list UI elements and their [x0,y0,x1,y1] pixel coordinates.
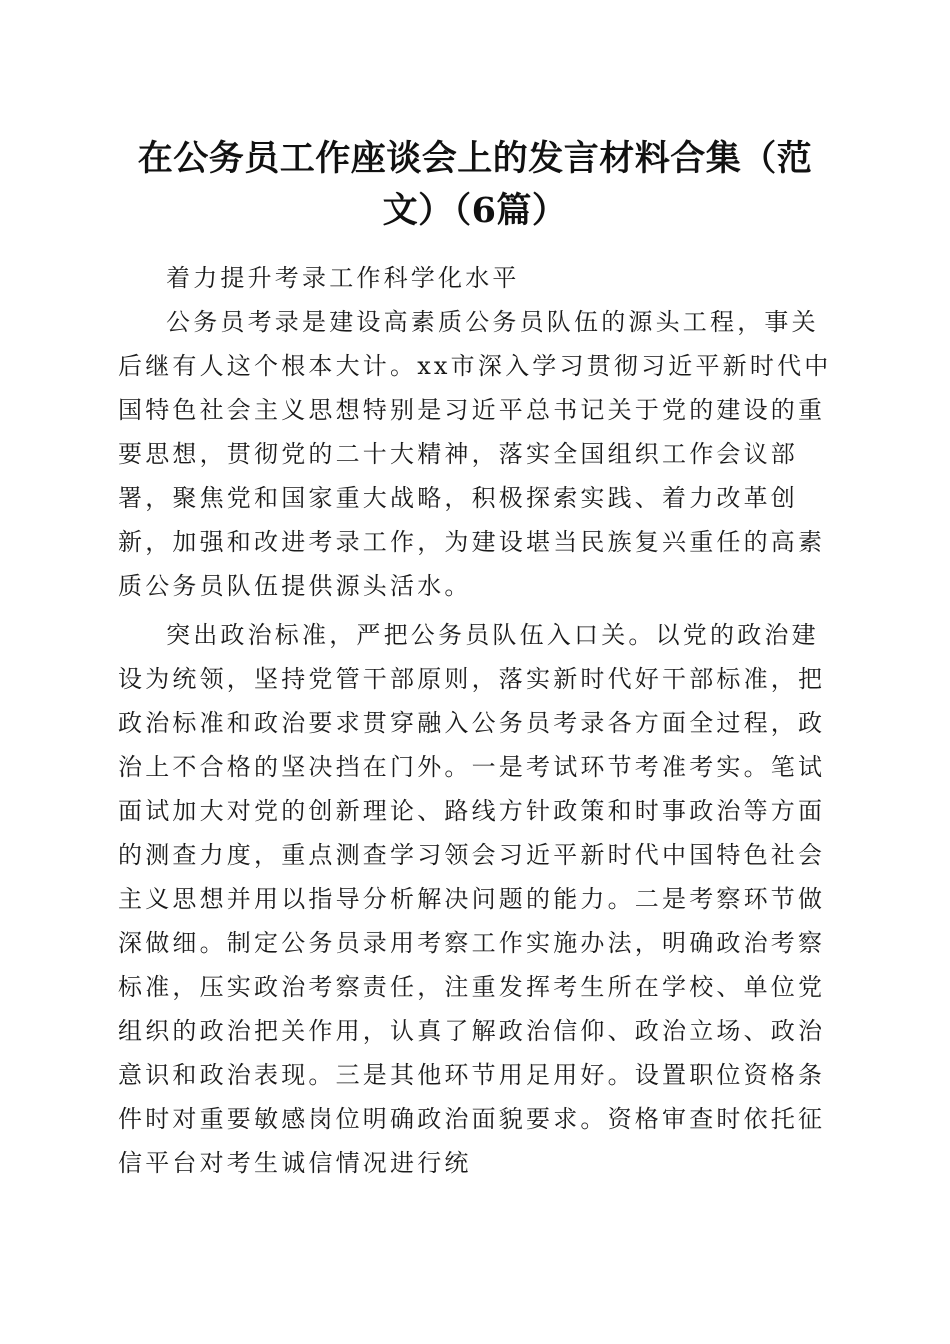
paragraph-political-standard: 突出政治标准，严把公务员队伍入口关。以党的政治建设为统领，坚持党管干部原则，落实新时代好干部标准，把政治标准和政治要求贯穿融入公务员考录各方面全过程，政治上不合格的坚决挡在门外。一是考试环节考准考实。笔试面试加大对党的创新理论、路线方针政策和时事政治等方面的测查力度，重点测查学习领会习近平新时代中国特色社会主义思想并用以指导分析解决问题的能力。二是考察环节做深做细。制定公务员录用考察工作实施办法，明确政治考察标准，压实政治考察责任，注重发挥考生所在学校、单位党组织的政治把关作用，认真了解政治信仰、政治立场、政治意识和政治表现。三是其他环节用足用好。设置职位资格条件时对重要敏感岗位明确政治面貌要求。资格审查时依托征信平台对考生诚信情况进行统 [118,621,826,1177]
document-title: 在公务员工作座谈会上的发言材料合集（范文）（6篇） [137,138,813,231]
section-heading: 着力提升考录工作科学化水平 [166,264,520,292]
paragraph-intro: 公务员考录是建设高素质公务员队伍的源头工程，事关后继有人这个根本大计。xx市深入学习贯彻习近平新时代中国特色社会主义思想特别是习近平总书记关于党的建设的重要思想，贯彻党的二十大精神，落实全国组织工作会议部署，聚焦党和国家重大战略，积极探索实践、着力改革创新，加强和改进考录工作，为建设堪当民族复兴重任的高素质公务员队伍提供源头活水。 [118,308,832,600]
document-body [118,256,834,1185]
